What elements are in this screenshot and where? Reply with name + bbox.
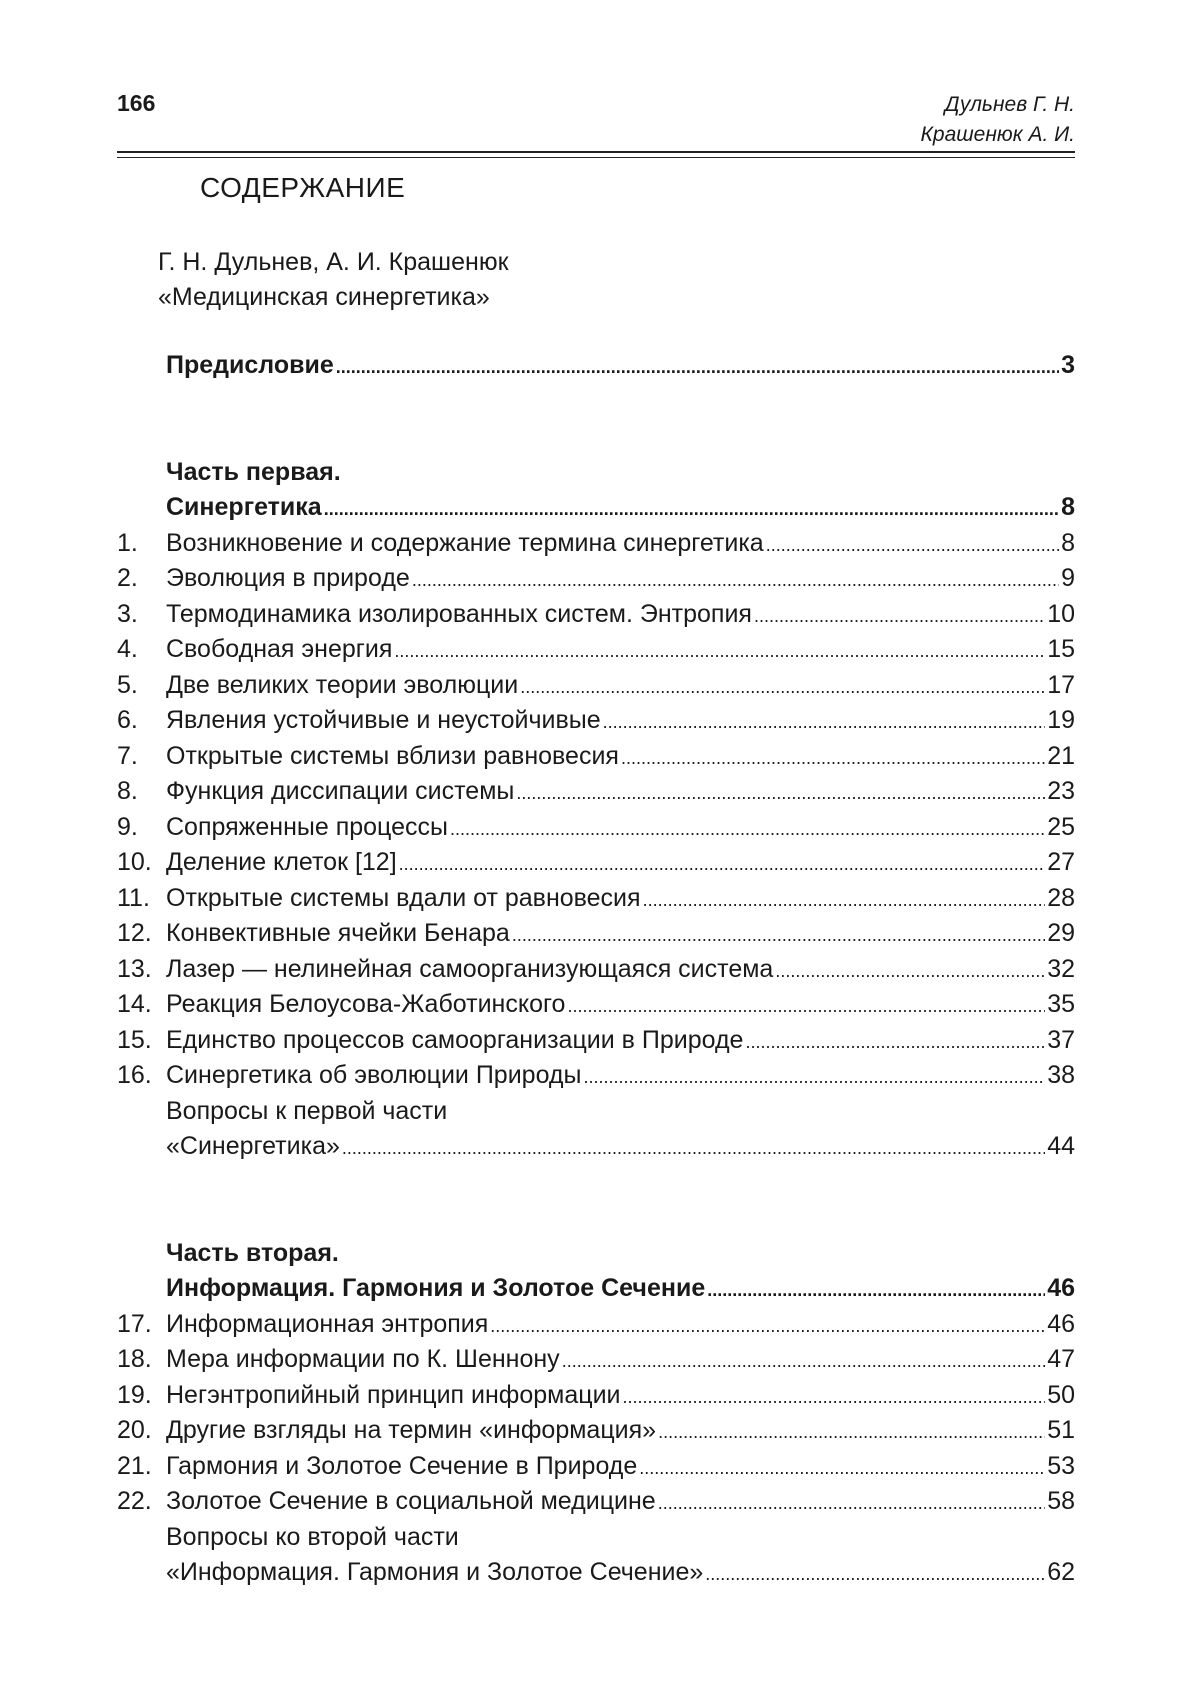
dot-leader	[516, 776, 1045, 812]
toc-entry-page: 44	[1047, 1132, 1075, 1160]
book-info	[158, 245, 509, 315]
toc-entry-part1-questions[interactable]	[117, 1129, 1075, 1165]
toc-entry-page: 3	[1061, 351, 1075, 379]
dot-leader	[512, 918, 1045, 954]
part2-questions-line1: Вопросы ко второй части	[166, 1522, 459, 1551]
dot-leader	[658, 1415, 1045, 1451]
toc-entry-page: 25	[1047, 812, 1075, 841]
dot-leader	[658, 1486, 1045, 1522]
toc-entry-page: 37	[1047, 1025, 1075, 1054]
toc-entry-page: 21	[1047, 741, 1075, 770]
toc-entry-page: 46	[1047, 1274, 1075, 1302]
dot-leader	[621, 741, 1045, 777]
toc-entry[interactable]	[117, 1378, 1075, 1414]
header-rule-thick	[117, 151, 1075, 153]
toc-entry-number: 14.	[117, 990, 152, 1018]
toc-entry-number: 20.	[117, 1416, 152, 1444]
toc-entry-title: Возникновение и содержание термина синергетика	[166, 528, 764, 557]
toc-entry-title: Единство процессов самоорганизации в Природе	[166, 1025, 744, 1054]
toc-entry-title: Функция диссипации системы	[166, 777, 515, 805]
toc-entry-title: Свободная энергия	[166, 635, 393, 663]
header-rule-thin	[117, 157, 1075, 158]
toc-entry-title: Две великих теории эволюции	[166, 670, 519, 699]
toc-entry-title: Негэнтропийный принцип информации	[166, 1380, 621, 1409]
toc-entry[interactable]	[117, 526, 1075, 562]
toc-entry[interactable]	[117, 1484, 1075, 1520]
toc-entry-page: 62	[1047, 1558, 1075, 1586]
dot-leader	[324, 492, 1059, 528]
toc-entry-title: Сопряженные процессы	[166, 812, 448, 841]
running-head-author-2: Крашенюк А. И.	[920, 123, 1075, 146]
toc-entry-title: Термодинамика изолированных систем. Энтропия	[166, 599, 752, 628]
dot-leader	[394, 634, 1045, 670]
dot-leader	[643, 883, 1046, 919]
page-number: 166	[117, 90, 156, 116]
toc-entry-preface[interactable]	[117, 348, 1075, 384]
toc-entry[interactable]	[117, 845, 1075, 881]
toc-entry-title: Синергетика	[166, 493, 322, 521]
toc-entry[interactable]	[117, 1307, 1075, 1343]
book-title: «Медицинская синергетика»	[158, 283, 490, 311]
toc-entry-number: 15.	[117, 1025, 152, 1054]
part1-questions-line1: Вопросы к первой части	[166, 1096, 448, 1125]
dot-leader	[707, 1273, 1045, 1309]
toc-entry[interactable]	[117, 597, 1075, 633]
toc-entry-number: 16.	[117, 1061, 152, 1089]
dot-leader	[567, 989, 1045, 1025]
toc-entry[interactable]	[117, 1023, 1075, 1059]
toc-entry-page: 10	[1047, 599, 1075, 628]
toc-entry-title: Явления устойчивые и неустойчивые	[166, 706, 601, 734]
dot-leader	[520, 670, 1045, 706]
toc-entry-page: 47	[1047, 1345, 1075, 1373]
dot-leader	[775, 954, 1045, 990]
toc-entry-title: Другие взгляды на термин «информация»	[166, 1416, 657, 1444]
dot-leader	[412, 563, 1059, 599]
toc-entry[interactable]	[117, 952, 1075, 988]
dot-leader	[766, 528, 1059, 564]
toc-entry-page: 35	[1047, 990, 1075, 1018]
toc-entry-page: 58	[1047, 1487, 1075, 1515]
toc-entry[interactable]	[117, 810, 1075, 846]
toc-entry-number: 12.	[117, 919, 152, 947]
dot-leader	[399, 847, 1046, 883]
toc-entry-number: 22.	[117, 1487, 152, 1515]
toc-entry-title: Информация. Гармония и Золотое Сечение	[166, 1274, 706, 1302]
dot-leader	[342, 1131, 1045, 1167]
running-head	[921, 90, 1075, 150]
toc-entry-page: 46	[1047, 1309, 1075, 1338]
toc-entry-number: 8.	[117, 777, 138, 805]
toc-entry[interactable]	[117, 881, 1075, 917]
toc-entry-part2[interactable]	[117, 1271, 1075, 1307]
toc-entry-title: Лазер — нелинейная самоорганизующаяся система	[166, 954, 774, 983]
dot-leader	[745, 1025, 1045, 1061]
toc-entry[interactable]	[117, 774, 1075, 810]
toc-entry-page: 19	[1047, 706, 1075, 734]
toc-entry-number: 9.	[117, 812, 138, 841]
dot-leader	[754, 599, 1045, 635]
toc-entry-number: 13.	[117, 954, 152, 983]
part2-label: Часть вторая.	[166, 1238, 339, 1267]
toc-entry-title: Деление клеток [12]	[166, 848, 397, 876]
toc-entry-title: Эволюция в природе	[166, 564, 410, 592]
toc-entry-number: 1.	[117, 528, 138, 557]
toc-entry[interactable]	[117, 987, 1075, 1023]
toc-entry-title: Предисловие	[166, 351, 334, 379]
toc-entry-number: 10.	[117, 848, 152, 876]
toc-entry-title: Синергетика об эволюции Природы	[166, 1061, 582, 1089]
dot-leader	[639, 1451, 1045, 1487]
toc-entry-page: 38	[1047, 1061, 1075, 1089]
toc-entry-number: 2.	[117, 564, 138, 592]
dot-leader	[562, 1344, 1046, 1380]
table-of-contents	[117, 348, 1075, 1591]
toc-entry-page: 17	[1047, 670, 1075, 699]
toc-entry-page: 27	[1047, 848, 1075, 876]
dot-leader	[603, 705, 1046, 741]
toc-entry[interactable]	[117, 739, 1075, 775]
part1-label: Часть первая.	[166, 457, 341, 486]
toc-entry-number: 4.	[117, 635, 138, 663]
toc-entry[interactable]	[117, 632, 1075, 668]
toc-entry[interactable]	[117, 703, 1075, 739]
toc-entry-page: 28	[1047, 883, 1075, 912]
toc-entry-title: «Синергетика»	[166, 1132, 340, 1160]
toc-entry-part1[interactable]	[117, 490, 1075, 526]
dot-leader	[336, 350, 1059, 386]
dot-leader	[623, 1380, 1046, 1416]
toc-entry-number: 11.	[117, 883, 150, 912]
toc-entry-number: 21.	[117, 1451, 152, 1480]
toc-entry[interactable]	[117, 561, 1075, 597]
toc-entry-page: 29	[1047, 919, 1075, 947]
toc-entry-page: 8	[1061, 493, 1075, 521]
toc-entry[interactable]	[117, 1413, 1075, 1449]
toc-entry-page: 15	[1047, 635, 1075, 663]
toc-entry-number: 5.	[117, 670, 138, 699]
toc-entry[interactable]	[117, 668, 1075, 704]
dot-leader	[584, 1060, 1046, 1096]
toc-entry-number: 6.	[117, 706, 138, 734]
toc-entry-title: Реакция Белоусова-Жаботинского	[166, 990, 566, 1018]
toc-entry-page: 53	[1047, 1451, 1075, 1480]
toc-entry-page: 51	[1047, 1416, 1075, 1444]
toc-entry[interactable]	[117, 1449, 1075, 1485]
toc-entry-page: 23	[1047, 777, 1075, 805]
toc-entry-title: Золотое Сечение в социальной медицине	[166, 1487, 656, 1515]
toc-entry-number: 19.	[117, 1380, 152, 1409]
toc-entry-page: 9	[1061, 564, 1075, 592]
toc-entry-number: 18.	[117, 1345, 152, 1373]
toc-entry-number: 3.	[117, 599, 138, 628]
toc-entry-number: 17.	[117, 1309, 152, 1338]
running-head-author-1: Дульнев Г. Н.	[944, 93, 1075, 116]
toc-entry-title: Конвективные ячейки Бенара	[166, 919, 510, 947]
toc-entry[interactable]	[117, 1342, 1075, 1378]
toc-entry-title: «Информация. Гармония и Золотое Сечение»	[166, 1558, 704, 1586]
toc-entry-title: Мера информации по К. Шеннону	[166, 1345, 560, 1373]
toc-entry-part2-questions[interactable]	[117, 1555, 1075, 1591]
toc-entry[interactable]	[117, 916, 1075, 952]
toc-entry-page: 8	[1061, 528, 1075, 557]
dot-leader	[705, 1557, 1045, 1593]
toc-entry-title: Гармония и Золотое Сечение в Природе	[166, 1451, 638, 1480]
toc-entry-title: Информационная энтропия	[166, 1309, 489, 1338]
toc-entry[interactable]	[117, 1058, 1075, 1094]
toc-entry-title: Открытые системы вдали от равновесия	[166, 883, 641, 912]
toc-heading: СОДЕРЖАНИЕ	[200, 172, 406, 203]
toc-entry-page: 32	[1047, 954, 1075, 983]
toc-entry-title: Открытые системы вблизи равновесия	[166, 741, 619, 770]
dot-leader	[450, 812, 1045, 848]
toc-entry-number: 7.	[117, 741, 138, 770]
dot-leader	[490, 1309, 1045, 1345]
book-authors: Г. Н. Дульнев, А. И. Крашенюк	[158, 248, 509, 276]
toc-entry-page: 50	[1047, 1380, 1075, 1409]
